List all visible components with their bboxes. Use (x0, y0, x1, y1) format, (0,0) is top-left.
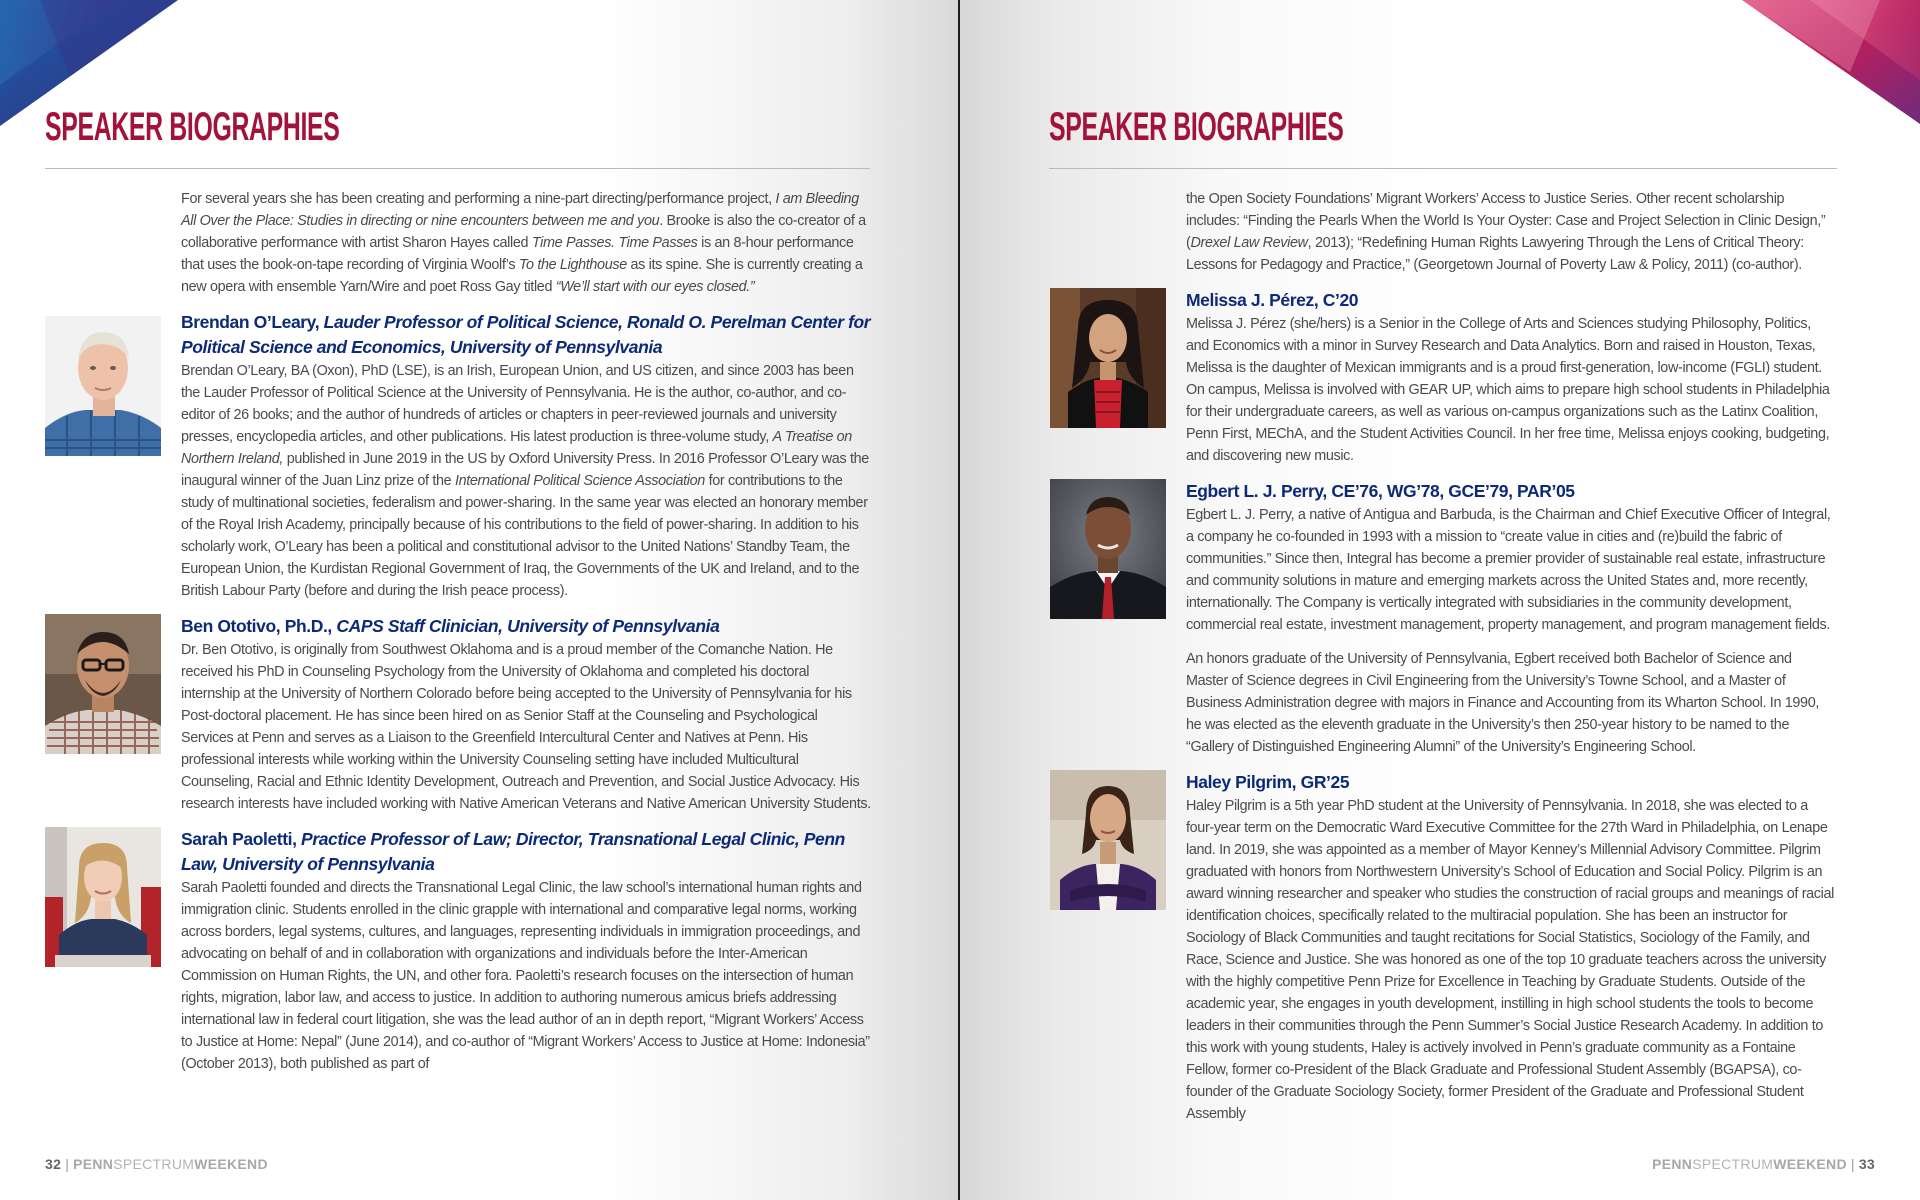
intro-paragraph: For several years she has been creating and performing a nine-part directing/performance project, I am Bleeding All Over the Place: Studies in directing or nine encounters between me and you. Brooke is also the co-creator of a collaborative performance with artist Sharon Hayes called Time Passes. Time Passes is an 8-hour performance that uses the book-on-tape recording of Virginia Woolf’s To the Lighthouse as its spine. She is currently creating a new opera with ensemble Yarn/Wire and poet Ross Gay titled “We’ll start with our eyes closed.” (181, 191, 866, 295)
title-divider (1049, 168, 1837, 169)
page-footer-right: PENNSPECTRUMWEEKEND | 33 (1652, 1156, 1875, 1172)
bio-text-brendan-oleary: Brendan O’Leary, BA (Oxon), PhD (LSE), is an Irish, European Union, and US citizen, and since 2003 has been the Lauder Professor of Political Science at the University of Pennsylvania. He is the author, co-author, and co-editor of 26 books; and the author of hundreds of articles or chapters in peer-reviewed journals and university presses, encyclopedia articles, and other publications. His latest production is three-volume study, A Treatise on Northern Ireland, published in June 2019 in the US by Oxford University Press. In 2016 Professor O’Leary was the inaugural winner of the Juan Linz prize of the International Political Science Association for contributions to the study of multinational societies, federalism and power-sharing. In the same year was elected an honorary member of the Royal Irish Academy, principally because of his contributions to the field of power-sharing. In addition to his scholarly work, O’Leary has been a political and constitutional advisor to the United Nations’ Standby Team, the European Union, the Kurdistan Regional Government of Iraq, the Governments of the UK and Ireland, and to the British Labour Party (before and during the Irish peace process). (181, 363, 869, 599)
bio-entry-haley-pilgrim (1186, 770, 1836, 1125)
bio-text-haley-pilgrim: Haley Pilgrim is a 5th year PhD student at the University of Pennsylvania. In 2018, she was elected to a four-year term on the Democratic Ward Executive Committee for the 27th Ward in Philadelphia, on Lenape land. In 2019, she was appointed as a member of Mayor Kenney’s Millennial Advisory Committee. Pilgrim graduated with honors from Northwestern University’s School of Education and Social Policy. Pilgrim is an award winning researcher and speaker who studies the construction of racial groups and meanings of racial identification choices, specifically related to the multiracial population. She has been an instructor for Sociology of Black Communities and taught recitations for Social Statistics, Sociology of the Family, and Race, Science and Justice. She was honored as one of the top 10 graduate teachers across the university with the highly competitive Penn Prize for Excellence in Teaching by Graduate Students. Outside of the academic year, she engages in youth development, instilling in high school students the tools to become leaders in their communities through the Penn Summer’s Social Justice Research Academy. In addition to this work with young students, Haley is actively involved in Penn’s graduate community as a Fontaine Fellow, former co-President of the Black Graduate and Professional Student Assembly (BGAPSA), co-founder of the Graduate Sociology Society, former President of the Graduate and Professional Student Assembly (1186, 798, 1834, 1122)
title-divider (45, 168, 870, 169)
page-number: 33 (1858, 1156, 1875, 1172)
corner-decoration-right (1740, 0, 1920, 126)
speaker-photo-ben-ototivo (45, 614, 161, 754)
speaker-photo-melissa-perez (1050, 288, 1166, 428)
speaker-name-brendan-oleary: Brendan O’Leary, Lauder Professor of Political Science, Ronald O. Perelman Center for Political Science and Economics, University of Pennsylvania (181, 312, 871, 357)
page-number: 32 (45, 1156, 62, 1172)
page-title: SPEAKER BIOGRAPHIES (45, 105, 340, 149)
bio-entry-melissa-perez (1186, 288, 1836, 467)
speaker-name-melissa-perez: Melissa J. Pérez, C’20 (1186, 290, 1359, 310)
bio-entry-brendan-oleary (181, 310, 871, 602)
speaker-photo-brendan-oleary (45, 316, 161, 456)
bio-text-egbert-perry: Egbert L. J. Perry, a native of Antigua and Barbuda, is the Chairman and Chief Executive Officer of Integral, a company he co-founded in 1993 with a mission to “create value in cities and (re)build the fabric of communities.” Since then, Integral has become a premier provider of sustainable real estate, infrastructure and community solutions in mature and emerging markets across the United States and, more recently, internationally. The Company is vertically integrated with subsidiaries in the community development, commercial real estate, investment management, property management, and program management fields. (1186, 507, 1831, 633)
speaker-name-ben-ototivo: Ben Ototivo, Ph.D., CAPS Staff Clinician, University of Pennsylvania (181, 616, 720, 636)
bio-entry-ben-ototivo (181, 614, 871, 815)
page-title: SPEAKER BIOGRAPHIES (1049, 105, 1344, 149)
page-footer-left: 32 | PENNSPECTRUMWEEKEND (45, 1156, 268, 1172)
bio-text-melissa-perez: Melissa J. Pérez (she/hers) is a Senior in the College of Arts and Sciences studying Philosophy, Politics, and Economics with a minor in Survey Research and Data Analytics. Born and raised in Houston, Texas, Melissa is the daughter of Mexican immigrants and is a proud first-generation, low-income (FGLI) student. On campus, Melissa is involved with GEAR UP, which aims to prepare high school students in Philadelphia for their undergraduate careers, as well as various on-campus organizations such as the Latinx Coalition, Penn First, MEChA, and the Student Activities Council. In her free time, Melissa enjoys cooking, budgeting, and discovering new music. (1186, 316, 1830, 464)
bio-column-left (181, 188, 871, 1075)
bio-text-ben-ototivo: Dr. Ben Ototivo, is originally from Southwest Oklahoma and is a proud member of the Comanche Nation. He received his PhD in Counseling Psychology from the University of Oklahoma and completed his doctoral internship at the University of Northern Colorado before being accepted to the University of Pennsylvania for his Post-doctoral placement. He has since been hired on as Senior Staff at the Counseling and Psychological Services at Penn and serves as a Liaison to the Greenfield Intercultural Center and Natives at Penn. His professional interests while working within the University Counseling setting have included Multicultural Counseling, Racial and Ethnic Identity Development, Outreach and Prevention, and Social Justice Advocacy. His research interests have included working with Native American Veterans and Native American University Students. (181, 642, 871, 812)
right-page (960, 0, 1920, 1200)
speaker-photo-haley-pilgrim (1050, 770, 1166, 910)
bio-entry-egbert-perry (1186, 479, 1836, 758)
bio-column-right (1186, 188, 1836, 1125)
continuation-paragraph: the Open Society Foundations’ Migrant Workers’ Access to Justice Series. Other recent scholarship includes: “Finding the Pearls When the World Is Your Oyster: Case and Project Selection in Clinic Design,” (Drexel Law Review, 2013); “Redefining Human Rights Lawyering Through the Lens of Critical Theory: Lessons for Pedagogy and Practice,” (Georgetown Journal of Poverty Law & Policy, 2011) (co-author). (1186, 191, 1826, 273)
bio-text-egbert-perry-2: An honors graduate of the University of Pennsylvania, Egbert received both Bachelor of Science and Master of Science degrees in Civil Engineering from the University’s Towne School, and a Master of Business Administration degree with majors in Finance and Accounting from its Wharton School. In 1990, he was elected as the eleventh graduate in the University’s then 250-year history to be named to the “Gallery of Distinguished Engineering Alumni” of the University’s Engineering School. (1186, 651, 1820, 755)
speaker-photo-egbert-perry (1050, 479, 1166, 619)
bio-entry-sarah-paoletti (181, 827, 871, 1075)
bio-text-sarah-paoletti: Sarah Paoletti founded and directs the Transnational Legal Clinic, the law school’s international human rights and immigration clinic. Students enrolled in the clinic grapple with international and comparative legal norms, working across borders, legal systems, cultures, and languages, representing individuals in immigration proceedings, and advocating on behalf of and in collaboration with organizations and individuals before the Inter-American Commission on Human Rights, the UN, and other fora. Paoletti’s research focuses on the intersection of human rights, migration, labor law, and access to justice. In addition to authoring numerous amicus briefs addressing international law in federal court litigation, she was the lead author of an in depth report, “Migrant Workers’ Access to Justice at Home: Nepal” (June 2014), and co-author of “Migrant Workers’ Access to Justice at Home: Indonesia” (October 2013), both published as part of (181, 880, 870, 1072)
speaker-name-sarah-paoletti: Sarah Paoletti, Practice Professor of Law; Director, Transnational Legal Clinic, Penn Law, University of Pennsylvania (181, 829, 845, 874)
speaker-name-egbert-perry: Egbert L. J. Perry, CE’76, WG’78, GCE’79, PAR’05 (1186, 481, 1575, 501)
speaker-photo-sarah-paoletti (45, 827, 161, 967)
speaker-name-haley-pilgrim: Haley Pilgrim, GR’25 (1186, 772, 1350, 792)
